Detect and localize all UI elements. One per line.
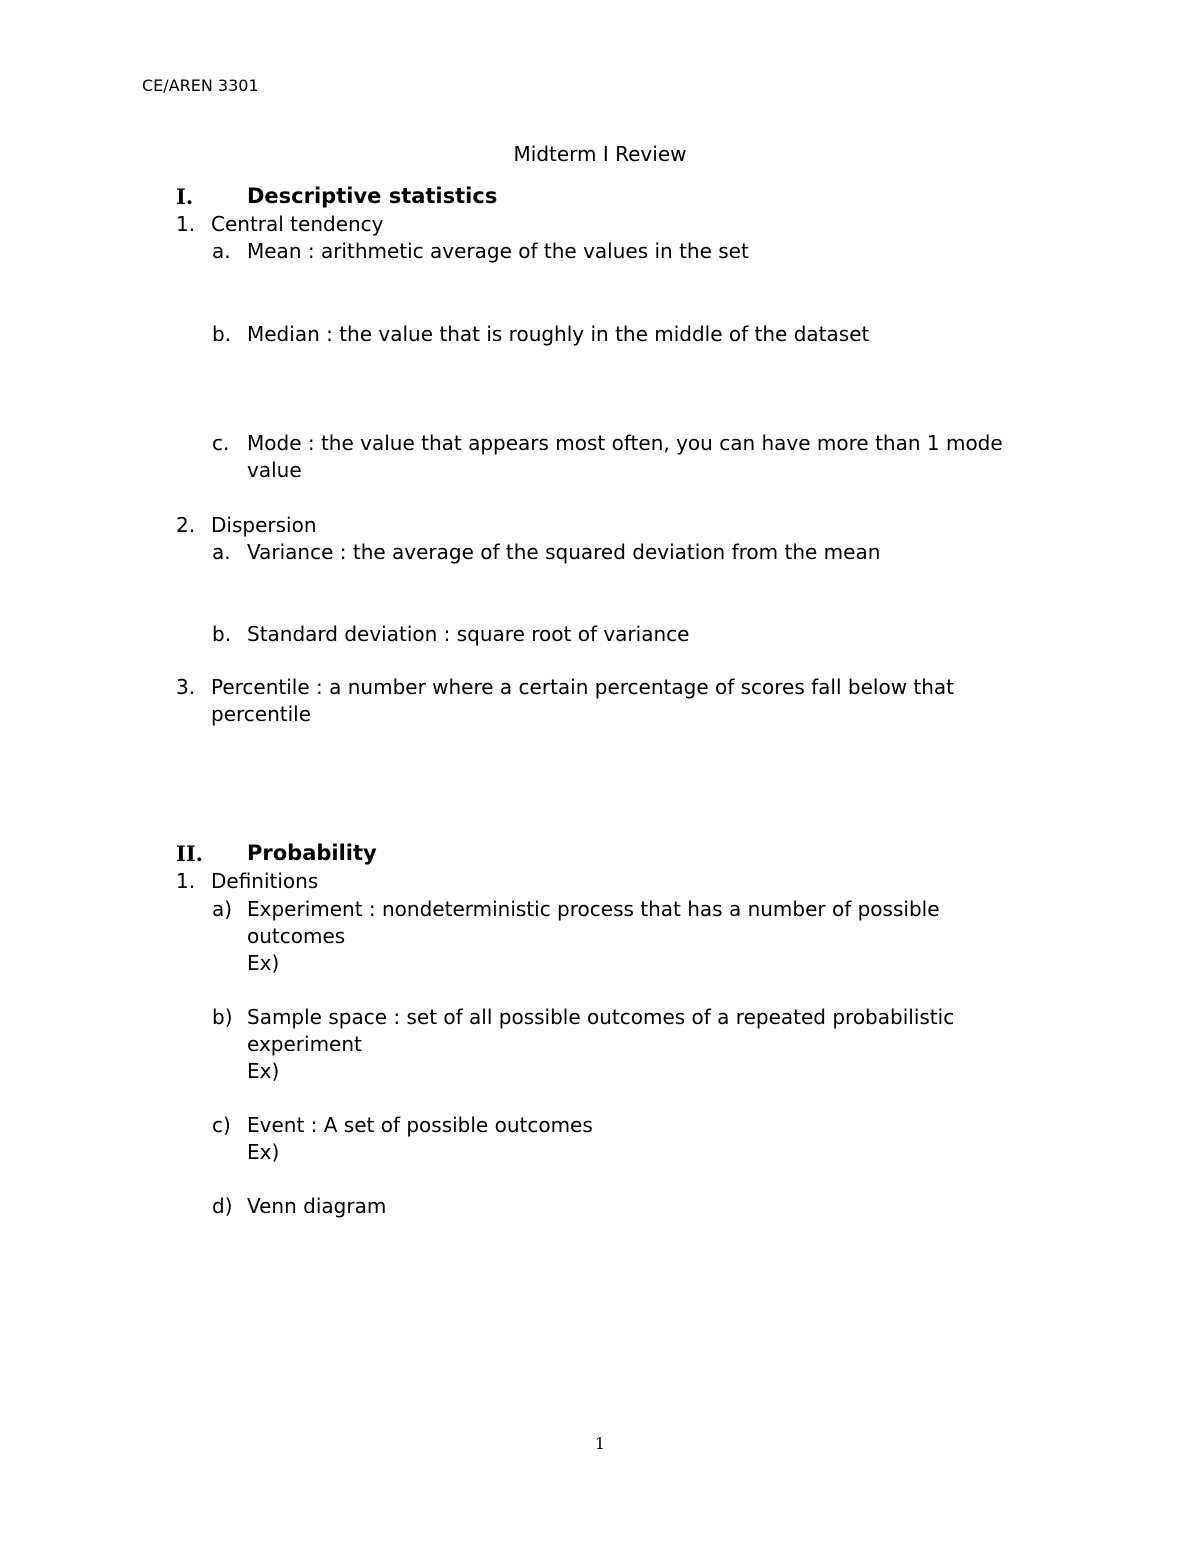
section-numeral: I. xyxy=(176,184,194,209)
page-number: 1 xyxy=(594,1434,606,1453)
list-item-label: Dispersion xyxy=(211,513,317,537)
list-number: 1. xyxy=(176,869,196,893)
list-item-text: percentile xyxy=(211,702,312,726)
sub-item-text: Mode : the value that appears most often, you can have more than 1 mode xyxy=(247,431,1003,455)
sub-item-text: Median : the value that is roughly in the middle of the dataset xyxy=(247,322,870,346)
sub-item-text: experiment xyxy=(247,1032,362,1056)
sub-item-marker: a) xyxy=(212,897,233,921)
list-item-label: Definitions xyxy=(211,869,319,893)
sub-item-marker: a. xyxy=(212,239,231,263)
section-numeral: II. xyxy=(176,841,203,866)
course-header: CE/AREN 3301 xyxy=(142,76,259,95)
sub-item-marker: b. xyxy=(212,322,232,346)
list-number: 3. xyxy=(176,675,196,699)
sub-item-marker: c. xyxy=(212,431,230,455)
list-number: 2. xyxy=(176,513,196,537)
sub-item-text: Venn diagram xyxy=(247,1194,387,1218)
section-heading: Descriptive statistics xyxy=(247,184,498,208)
list-item-text: Percentile : a number where a certain percentage of scores fall below that xyxy=(211,675,955,699)
sub-item-marker: a. xyxy=(212,540,231,564)
page-title: Midterm I Review xyxy=(513,142,687,166)
sub-item-text: Ex) xyxy=(247,951,280,975)
sub-item-marker: b) xyxy=(212,1005,233,1029)
sub-item-text: Mean : arithmetic average of the values in the set xyxy=(247,239,749,263)
sub-item-text: Event : A set of possible outcomes xyxy=(247,1113,593,1137)
sub-item-text: Sample space : set of all possible outcomes of a repeated probabilistic xyxy=(247,1005,955,1029)
sub-item-marker: b. xyxy=(212,622,232,646)
sub-item-text: Experiment : nondeterministic process that has a number of possible xyxy=(247,897,940,921)
sub-item-marker: c) xyxy=(212,1113,231,1137)
list-number: 1. xyxy=(176,212,196,236)
sub-item-text: outcomes xyxy=(247,924,346,948)
list-item-label: Central tendency xyxy=(211,212,384,236)
section-heading: Probability xyxy=(247,841,377,865)
sub-item-text: Ex) xyxy=(247,1140,280,1164)
sub-item-text: Ex) xyxy=(247,1059,280,1083)
sub-item-marker: d) xyxy=(212,1194,233,1218)
sub-item-text: Variance : the average of the squared deviation from the mean xyxy=(247,540,881,564)
sub-item-text: Standard deviation : square root of variance xyxy=(247,622,690,646)
sub-item-text: value xyxy=(247,458,302,482)
